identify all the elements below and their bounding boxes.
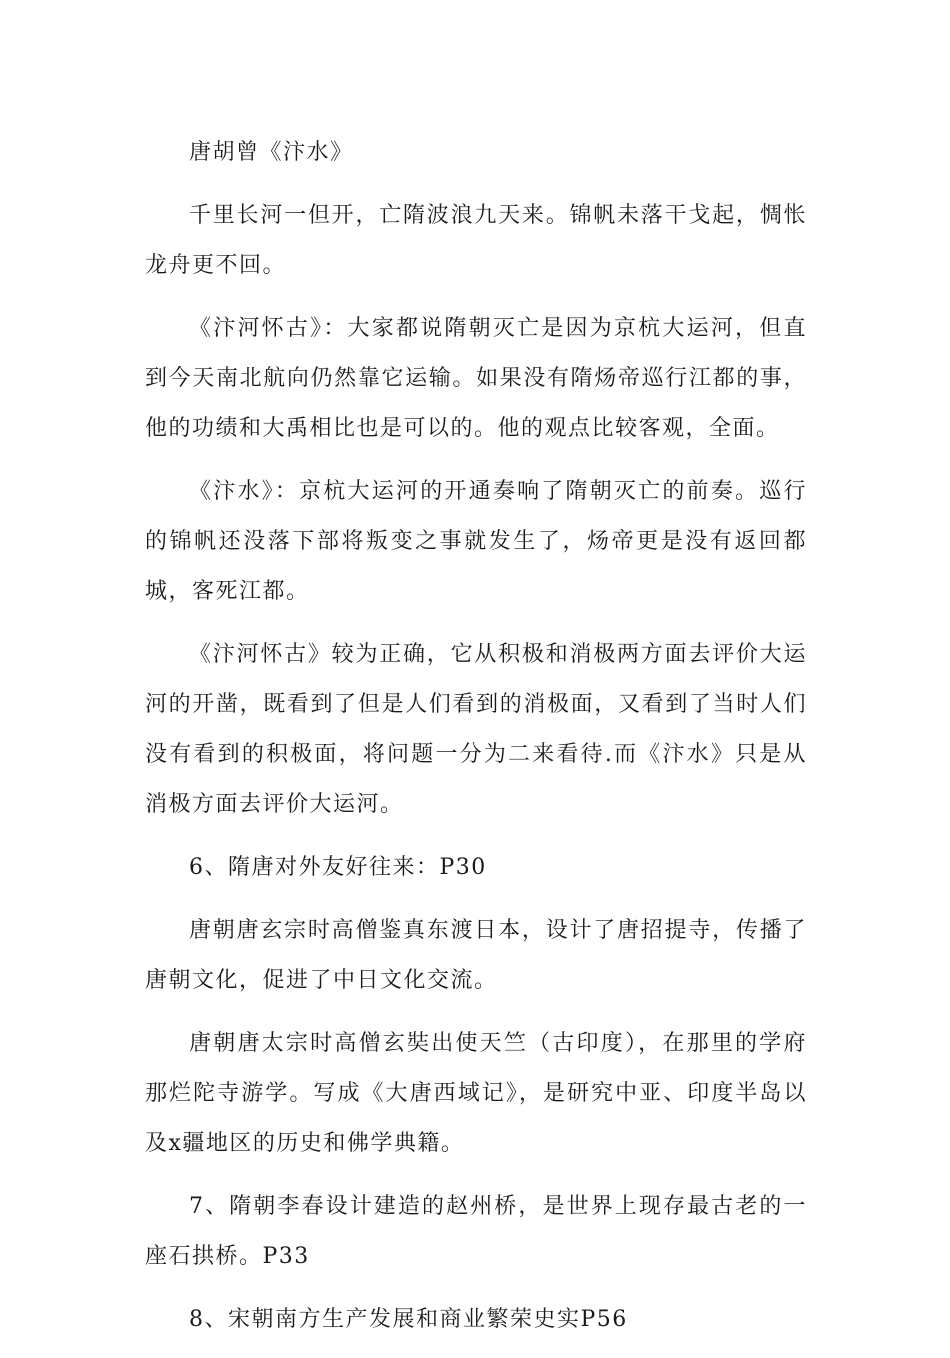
section-heading-7: 7、隋朝李春设计建造的赵州桥，是世界上现存最古老的一座石拱桥。P33 [145,1194,807,1269]
jianzhen-paragraph: 唐朝唐玄宗时高僧鉴真东渡日本，设计了唐招提寺，传播了唐朝文化，促进了中日文化交流。 [145,918,807,993]
poem-title: 唐胡曾《汴水》 [189,140,354,165]
section-heading-6: 6、隋唐对外友好往来：P30 [189,855,487,880]
comparison-paragraph: 《汴河怀古》较为正确，它从积极和消极两方面去评价大运河的开凿，既看到了但是人们看到的消极面，又看到了当时人们没有看到的积极面，将问题一分为二来看待.而《汴水》只是从消极方面去评价大运河。 [145,642,807,817]
analysis-paragraph-bianhe: 《汴河怀古》：大家都说隋朝灭亡是因为京杭大运河，但直到今天南北航向仍然靠它运输。如果没有隋炀帝巡行江都的事，他的功绩和大禹相比也是可以的。他的观点比较客观，全面。 [145,316,807,441]
poem-text: 千里长河一但开，亡隋波浪九天来。锦帆未落干戈起，惆怅龙舟更不回。 [145,203,807,278]
document-body [145,128,807,1358]
section-heading-8: 8、宋朝南方生产发展和商业繁荣史实P56 [189,1307,628,1332]
analysis-paragraph-bianshui: 《汴水》：京杭大运河的开通奏响了隋朝灭亡的前奏。巡行的锦帆还没落下部将叛变之事就发生了，炀帝更是没有返回都城，客死江都。 [145,479,807,604]
xuanzang-paragraph: 唐朝唐太宗时高僧玄奘出使天竺（古印度），在那里的学府那烂陀寺游学。写成《大唐西域记》，是研究中亚、印度半岛以及x疆地区的历史和佛学典籍。 [145,1031,807,1156]
